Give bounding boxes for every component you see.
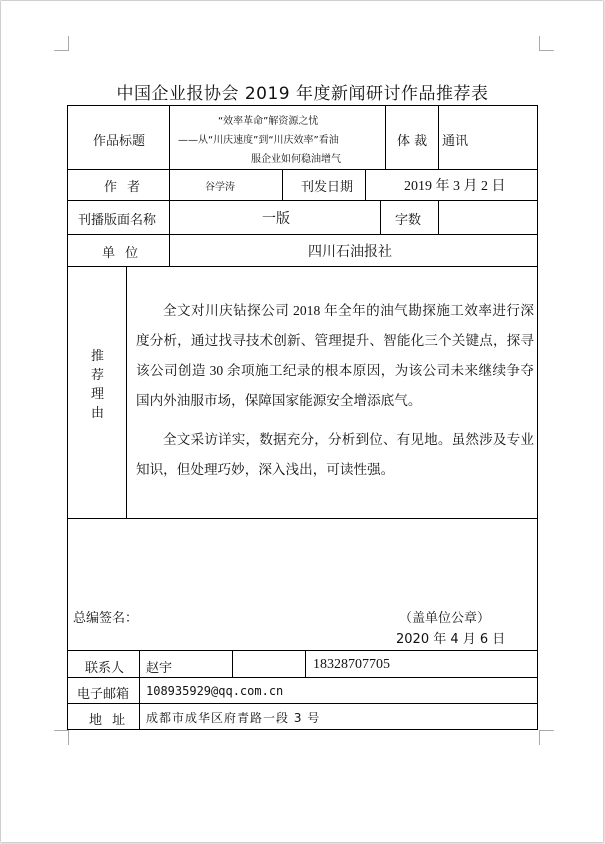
work-title-line: ——从“川庆速度”到“川庆效率”看油: [178, 135, 339, 146]
contact-phone: 18328707705: [313, 657, 390, 672]
genre-value: 通讯: [442, 134, 469, 149]
reason-label-char: 由: [91, 406, 105, 421]
reason-paragraph: 全文对川庆钻探公司 2018 年全年的油气勘探施工效率进行深度分析，通过找寻技术创新、管理提升、智能化三个关键点，探寻该公司创造 30 余项施工纪录的根本原因，为该公司未来继续争夺国内外油服市场，保障国家能源安全增添底气。: [136, 303, 534, 408]
crop-mark: [539, 730, 554, 745]
reason-label-char: 荐: [91, 368, 105, 383]
crop-mark: [54, 36, 69, 51]
contact-label: 联系人: [85, 661, 125, 676]
address-value: 成都市成华区府青路一段 3 号: [146, 711, 321, 725]
page-name-value: 一版: [262, 211, 290, 227]
signature-label: 总编签名：: [73, 611, 139, 626]
publish-date-value: 2019 年 3 月 2 日: [404, 179, 506, 194]
unit-value: 四川石油报社: [308, 245, 392, 260]
author-label: 作 者: [104, 180, 144, 195]
work-title-label: 作品标题: [93, 134, 146, 149]
unit-label: 单 位: [102, 246, 142, 261]
reason-paragraph: 全文采访详实，数据充分，分析到位、有见地。虽然涉及专业知识，但处理巧妙，深入浅出，可读性强。: [136, 432, 534, 477]
publish-date-label: 刊发日期: [301, 180, 354, 195]
author-value: 谷学涛: [205, 182, 235, 193]
contact-name: 赵宇: [146, 661, 173, 676]
work-title-line: 服企业如何稳油增气: [251, 154, 341, 165]
crop-mark: [539, 36, 554, 51]
email-label: 电子邮箱: [77, 687, 130, 702]
crop-mark: [54, 730, 69, 745]
form-title: 中国企业报协会 2019 年度新闻研讨作品推荐表: [116, 84, 489, 104]
stamp-note: （盖单位公章）: [399, 611, 491, 626]
address-label: 地 址: [89, 713, 129, 728]
email-value: 108935929@qq.com.cn: [146, 684, 284, 698]
signature-date: 2020 年 4 月 6 日: [396, 632, 506, 647]
reason-label-char: 理: [91, 387, 105, 402]
reason-label-char: 推: [91, 349, 105, 364]
work-title-line: “效率革命”解资源之忧: [218, 116, 319, 127]
word-count-label: 字数: [395, 213, 422, 228]
genre-label: 体 裁: [397, 134, 428, 149]
page-name-label: 刊播版面名称: [78, 213, 157, 228]
